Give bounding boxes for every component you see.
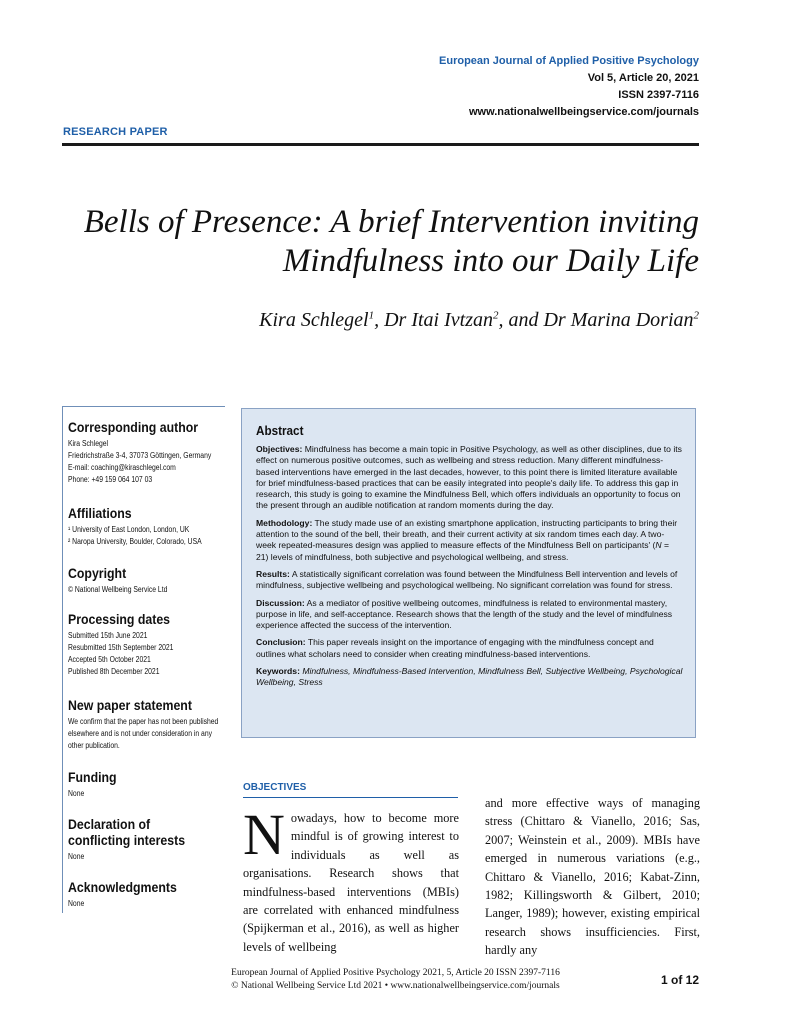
- discussion-label: Discussion:: [256, 597, 305, 608]
- statement-line-1: We confirm that the paper has not been published: [68, 717, 219, 726]
- conflicting-interests-section: [68, 816, 201, 863]
- author-2-affil: 2: [492, 309, 499, 322]
- funding-text: None: [68, 789, 85, 798]
- acknowledgments-heading: Acknowledgments: [68, 879, 177, 895]
- affiliation-2: ² Naropa University, Boulder, Colorado, USA: [68, 537, 202, 546]
- corresponding-phone: Phone: +49 159 064 107 03: [68, 475, 153, 484]
- objectives-rule: [243, 797, 458, 798]
- conclusion-text: This paper reveals insight on the importance of engaging with the mindfulness concept and outlines what scholars need to consider when creating mindfulness-based interventions.: [256, 637, 654, 659]
- accepted-date: Accepted 5th October 2021: [68, 655, 151, 664]
- copyright-section: [68, 565, 185, 596]
- objectives-text: Mindfulness has become a main topic in Positive Psychology, as well as other disciplines, due to its effect on numerous positive outcomes, such as wellbeing and stress reduction. Many different mindfulness-based interventions have emerged in the last decades, however, to this point there is limited literature available for brief mindfulness-based practices that can be easily integrated into people's daily life. To address this gap in research, this study is going to examine the Mindfulness Bell, which offers individuals an opportunity to focus on the present through an audible notification at random moments during the day.: [256, 444, 682, 511]
- corresponding-author-section: [68, 419, 237, 486]
- corresponding-author-heading: Corresponding author: [68, 419, 199, 435]
- funding-heading: Funding: [68, 769, 117, 785]
- methodology-text-1: The study made use of an existing smartphone application, instructing participants to bring their attention to the sound of the bell, their breath, and their current activity at six random times each day. A two-week repeated-measures design was applied to measure effects of the Mindfulness Bell on participants' (: [256, 517, 678, 551]
- keywords-text: Mindfulness, Mindfulness-Based Intervention, Mindfulness Bell, Subjective Wellbeing, Psychological Wellbeing, Stress: [256, 666, 683, 688]
- abstract-methodology: [256, 518, 683, 563]
- acknowledgments-section: [68, 879, 192, 910]
- footer-line-1: European Journal of Applied Positive Psychology 2021, 5, Article 20 ISSN 2397-7116: [231, 968, 560, 978]
- statement-line-3: other publication.: [68, 741, 120, 750]
- conflicting-interests-heading-2: conflicting interests: [68, 832, 186, 848]
- published-date: Published 8th December 2021: [68, 667, 160, 676]
- title-line-1: Bells of Presence: A brief Intervention inviting: [83, 204, 699, 240]
- conclusion-label: Conclusion:: [256, 637, 306, 648]
- author-1: Kira Schlegel: [259, 309, 369, 331]
- discussion-text: As a mediator of positive wellbeing outcomes, mindfulness is related to environmental mastery, purpose in life, and self-acceptance. Research shows that the length of the study and the level of mindfulness experience affected the success of the intervention.: [256, 597, 673, 631]
- drop-cap: N: [243, 802, 285, 867]
- info-sidebar: [62, 406, 225, 913]
- acknowledgments-text: None: [68, 899, 85, 908]
- abstract-heading: Abstract: [256, 423, 304, 438]
- conflicting-interests-heading-1: Declaration of: [68, 816, 151, 832]
- new-paper-statement-section: [68, 697, 245, 752]
- paper-type-label: RESEARCH PAPER: [63, 126, 168, 138]
- header-rule: [62, 143, 699, 146]
- author-3-affil: 2: [693, 309, 699, 322]
- processing-dates-section: [68, 611, 192, 678]
- affiliations-section: [68, 505, 225, 548]
- author-list: [259, 309, 699, 332]
- journal-header: [439, 53, 699, 121]
- body-column-left: [243, 802, 459, 956]
- journal-url[interactable]: www.nationalwellbeingservice.com/journals: [468, 106, 699, 118]
- author-3: , and Dr Marina Dorian: [498, 309, 694, 331]
- body-column-right: [485, 794, 700, 960]
- methodology-label: Methodology:: [256, 517, 313, 528]
- results-label: Results:: [256, 568, 290, 579]
- abstract-objectives: [256, 444, 683, 512]
- journal-issn: ISSN 2397-7116: [618, 89, 699, 101]
- conflicting-interests-text: None: [68, 852, 85, 861]
- abstract-conclusion: [256, 637, 683, 660]
- corresponding-email[interactable]: E-mail: coaching@kiraschlegel.com: [68, 463, 176, 472]
- submitted-date: Submitted 15th June 2021: [68, 631, 148, 640]
- body-text-left: owadays, how to become more mindful is of growing interest to individuals as well as organisations. Research shows that mindfulness-based interventions (MBIs) are correlated with enhanced mindfulness (Spijkerman et al., 2016), as well as higher levels of wellbeing: [243, 811, 459, 954]
- new-paper-statement-heading: New paper statement: [68, 697, 192, 713]
- body-text-right: and more effective ways of managing stress (Chittaro & Vianello, 2016; Sas, 2007; Weinstein et al., 2009). MBIs have emerged in numerous variations (e.g., Chittaro & Vianello, 2016; Kabat-Zinn, 1982; Killingsworth & Gilbert, 2010; Langer, 1989); however, existing empirical research shows insufficiencies. First, hardly any: [485, 796, 700, 958]
- copyright-heading: Copyright: [68, 565, 127, 581]
- footer-line-2: © National Wellbeing Service Ltd 2021 • www.nationalwellbeingservice.com/journals: [231, 981, 560, 991]
- abstract-box: [241, 408, 696, 738]
- objectives-label: Objectives:: [256, 444, 303, 454]
- keywords-label: Keywords:: [256, 666, 300, 677]
- author-2: , Dr Itai Ivtzan: [374, 309, 493, 331]
- abstract-discussion: [256, 598, 683, 632]
- page-number: 1 of 12: [660, 973, 699, 987]
- resubmitted-date: Resubmitted 15th September 2021: [68, 643, 174, 652]
- processing-dates-heading: Processing dates: [68, 611, 171, 627]
- affiliation-1: ¹ University of East London, London, UK: [68, 525, 190, 534]
- journal-volume: Vol 5, Article 20, 2021: [587, 72, 699, 84]
- journal-name: European Journal of Applied Positive Psychology: [439, 55, 699, 67]
- title-line-2: Mindfulness into our Daily Life: [282, 243, 699, 279]
- results-text: A statistically significant correlation was found between the Mindfulness Bell intervention and levels of mindfulness, subjective wellbeing and psychological wellbeing. No significant correlation was found for stress.: [256, 568, 678, 591]
- corresponding-address: Friedrichstraße 3-4, 37073 Göttingen, Germany: [68, 451, 212, 460]
- affiliations-heading: Affiliations: [68, 505, 132, 521]
- funding-section: [68, 769, 123, 800]
- paper-title: [39, 203, 699, 281]
- copyright-text: © National Wellbeing Service Ltd: [68, 585, 168, 594]
- abstract-results: [256, 569, 683, 592]
- author-1-affil: 1: [368, 309, 375, 322]
- abstract-keywords: [256, 666, 683, 689]
- corresponding-name: Kira Schlegel: [68, 439, 109, 448]
- objectives-heading: OBJECTIVES: [243, 782, 307, 793]
- sample-size-symbol: N: [655, 540, 662, 551]
- statement-line-2: elsewhere and is not under consideration in any: [68, 729, 213, 738]
- methodology-text-2: = 21) levels of mindfulness, both subjective and psychological wellbeing, and stress.: [256, 540, 670, 562]
